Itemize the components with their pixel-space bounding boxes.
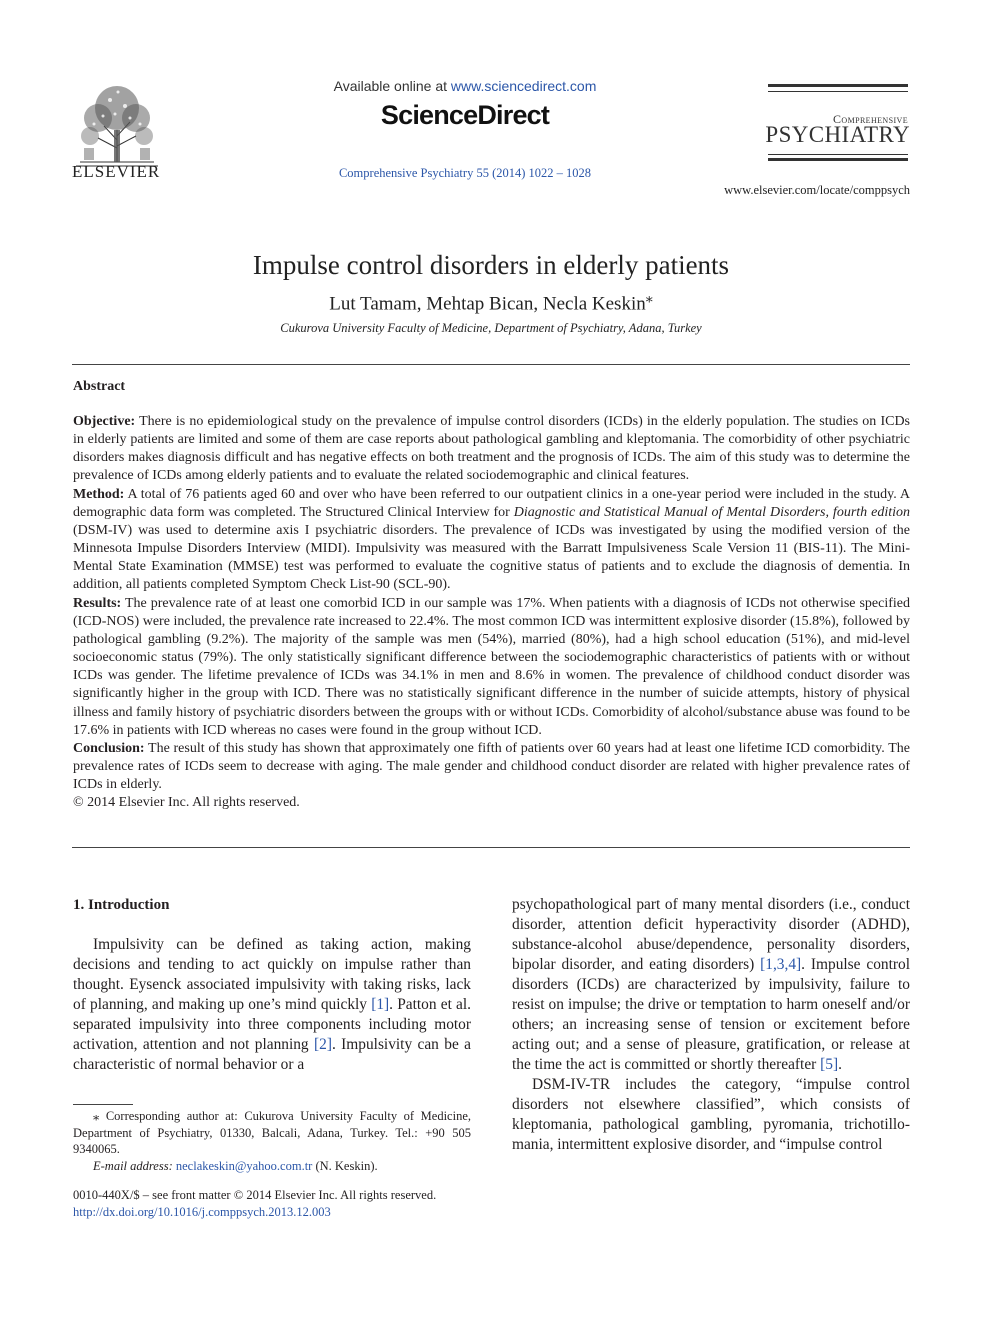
- doi-link[interactable]: http://dx.doi.org/10.1016/j.comppsych.2013.12.003: [73, 1204, 331, 1219]
- email-link[interactable]: neclakeskin@yahoo.com.tr: [175, 1158, 313, 1173]
- abstract-method: [73, 486, 910, 595]
- intro-text-b: . Patton et al. separated impulsivity into three components including motor activation, attention and not planning: [73, 996, 471, 1053]
- left-column: [73, 935, 471, 1075]
- journal-rule-bottom-thick: [768, 158, 908, 161]
- results-label: Results:: [73, 595, 122, 611]
- availability-prefix: Available online at: [333, 78, 451, 94]
- reference-link-2[interactable]: [2]: [314, 1036, 332, 1053]
- intro-text-c-cont: psychopathological part of many mental disorders (i.e., conduct disorder, attention deficit hyperactivity disorder (ADHD), substance-alcohol abuse/dependence, personality disorders, bipolar disorder, and eating disorders): [512, 896, 910, 973]
- email-note: [73, 1158, 471, 1175]
- journal-rule-bottom: [768, 154, 908, 155]
- sciencedirect-logo: ScienceDirect: [380, 100, 550, 130]
- journal-rule-top: [768, 84, 908, 87]
- intro-paragraph-1-start: [73, 935, 471, 1075]
- reference-link-1[interactable]: [1]: [371, 996, 390, 1013]
- footnote-mark: ⁎: [93, 1109, 100, 1123]
- results-text: The prevalence rate of at least one comorbid ICD in our sample was 17%. When patients with a diagnosis of ICDs not otherwise specified (ICD-NOS) were included, the prevalence rate increased to 22.4%. The most common ICD was intermittent explosive disorder (15.8%), followed by pathological gambling (9.2%). The majority of the sample was men (54%), married (80%), had a high school education (51%), and mid-level socioeconomic status (79%). The only statistically significant difference between the sociodemographic characteristics of patients with or without ICDs was gender. The lifetime prevalence of ICDs was 34.1% in men and 8.6% in women. The prevalence of childhood conduct disorder was significantly higher in the group with ICD. There was no statistically significant difference in the number of suicide attempts, history of physical illness and family history of psychiatric disorders between the groups with or without ICDs. Comorbidity of alcohol/substance abuse was found to be 17.6% in patients with ICD whereas no cases were found in the group without ICD.: [73, 595, 910, 738]
- journal-url[interactable]: www.elsevier.com/locate/comppsych: [724, 183, 910, 197]
- intro-paragraph-1-continued: [512, 895, 910, 1075]
- email-label: E-mail address:: [93, 1158, 176, 1173]
- abstract-body: [73, 413, 910, 812]
- right-column: [512, 895, 910, 1155]
- intro-text-e: .: [838, 1056, 842, 1073]
- abstract-copyright: © 2014 Elsevier Inc. All rights reserved.: [73, 795, 300, 811]
- section-heading-introduction: 1. Introduction: [73, 897, 170, 913]
- footnote-text: Corresponding author at: Cukurova University Faculty of Medicine, Department of Psychiatry, 01330, Balcali, Adana, Turkey. Tel.: +90 505 9340065.: [73, 1109, 471, 1156]
- method-text-b: (DSM-IV) was used to determine axis I psychiatric disorders. The prevalence of ICDs was investigated by using the modified version of the Minnesota Impulse Disorders Interview (MIDI). Impulsivity was measured with the Barratt Impulsiveness Scale Version 11 (BIS-11). The Mini-Mental State Examination (MMSE) test was performed to evaluate the cognitive status of patients and to exclude the diagnosis of dementia. In addition, all patients completed Symptom Check List-90 (SCL-90).: [73, 522, 910, 593]
- article-title: Impulse control disorders in elderly patients: [252, 250, 730, 280]
- abstract-conclusion: [73, 740, 910, 794]
- journal-citation[interactable]: Comprehensive Psychiatry 55 (2014) 1022 – 1028: [338, 166, 592, 180]
- issn-line: 0010-440X/$ – see front matter © 2014 Elsevier Inc. All rights reserved.: [73, 1188, 437, 1202]
- reference-link-134[interactable]: [1,3,4]: [760, 956, 802, 973]
- conclusion-text: The result of this study has shown that approximately one fifth of patients over 60 years had at least one lifetime ICD comorbidity. The prevalence rates of ICDs seem to decrease with aging. The male gender and childhood conduct disorder are related with higher prevalence rates of ICDs in elderly.: [73, 740, 910, 793]
- abstract-top-rule: [72, 364, 910, 365]
- availability-line: [230, 78, 700, 94]
- corresponding-author-note: [73, 1108, 471, 1158]
- intro-text-a: Impulsivity can be defined as taking action, making decisions and tending to act quickly on impulse rather than thought. Eysenck associated impulsivity with taking risks, lack of planning, and making up one’s mind quickly: [73, 936, 471, 1013]
- affiliation: Cukurova University Faculty of Medicine, Department of Psychiatry, Adana, Turkey: [280, 321, 702, 335]
- footnote: [73, 1108, 471, 1174]
- footnote-rule: [73, 1104, 133, 1105]
- abstract-heading: Abstract: [73, 379, 126, 394]
- method-text-italic: Diagnostic and Statistical Manual of Mental Disorders, fourth edition: [513, 504, 910, 520]
- reference-link-5[interactable]: [5]: [820, 1056, 839, 1073]
- authors: Lut Tamam, Mehtap Bican, Necla Keskin: [329, 293, 646, 315]
- front-matter: [73, 1187, 471, 1220]
- intro-text-d: . Impulse control disorders (ICDs) are characterized by impulsivity, failure to resist on impulse; the drive or temptation to harm oneself and/or others; an increasing sense of tension or excitement before acting out; and a sense of pleasure, gratification, or release at the time the act is committed or shortly thereafter: [512, 956, 910, 1073]
- abstract-bottom-rule: [72, 847, 910, 848]
- journal-rule-thin: [768, 91, 908, 92]
- method-text-a: A total of 76 patients aged 60 and over who have been referred to our outpatient clinics in a one-year period were included in the study. A demographic data form was completed. The Structured Clinical Interview for: [73, 486, 910, 520]
- corresponding-author-mark[interactable]: ⁎: [645, 291, 653, 306]
- publisher-wordmark: ELSEVIER: [72, 162, 161, 181]
- author-list: [72, 290, 910, 315]
- abstract-objective: [73, 413, 910, 486]
- conclusion-label: Conclusion:: [73, 740, 145, 756]
- journal-subtitle: Comprehensive: [833, 112, 908, 126]
- sciencedirect-link[interactable]: www.sciencedirect.com: [450, 78, 597, 94]
- intro-text-c: . Impulsivity can be a characteristic of normal behavior or a: [73, 1036, 471, 1073]
- intro-paragraph-2: DSM-IV-TR includes the category, “impulse control disorders not elsewhere classified”, which consists of kleptomania, pathological gambling, pyromania, trichotillo-mania, intermittent explosive disorder, and “impulse control: [512, 1076, 910, 1153]
- email-suffix: (N. Keskin).: [312, 1158, 378, 1173]
- objective-text: There is no epidemiological study on the prevalence of impulse control disorders (ICDs) in the elderly population. The studies on ICDs in elderly patients are limited and some of them are case reports about pathological gambling and kleptomania. The comorbidity of other psychiatric disorders makes diagnosis difficult and has negative effects on both treatment and the prognosis of ICDs. The aim of this study was to determine the prevalence of ICDs among elderly patients and to evaluate the related sociodemographic and clinical features.: [73, 414, 910, 484]
- abstract-results: [73, 595, 910, 740]
- objective-label: Objective:: [73, 414, 136, 429]
- method-label: Method:: [73, 486, 125, 502]
- journal-title: PSYCHIATRY: [765, 122, 910, 147]
